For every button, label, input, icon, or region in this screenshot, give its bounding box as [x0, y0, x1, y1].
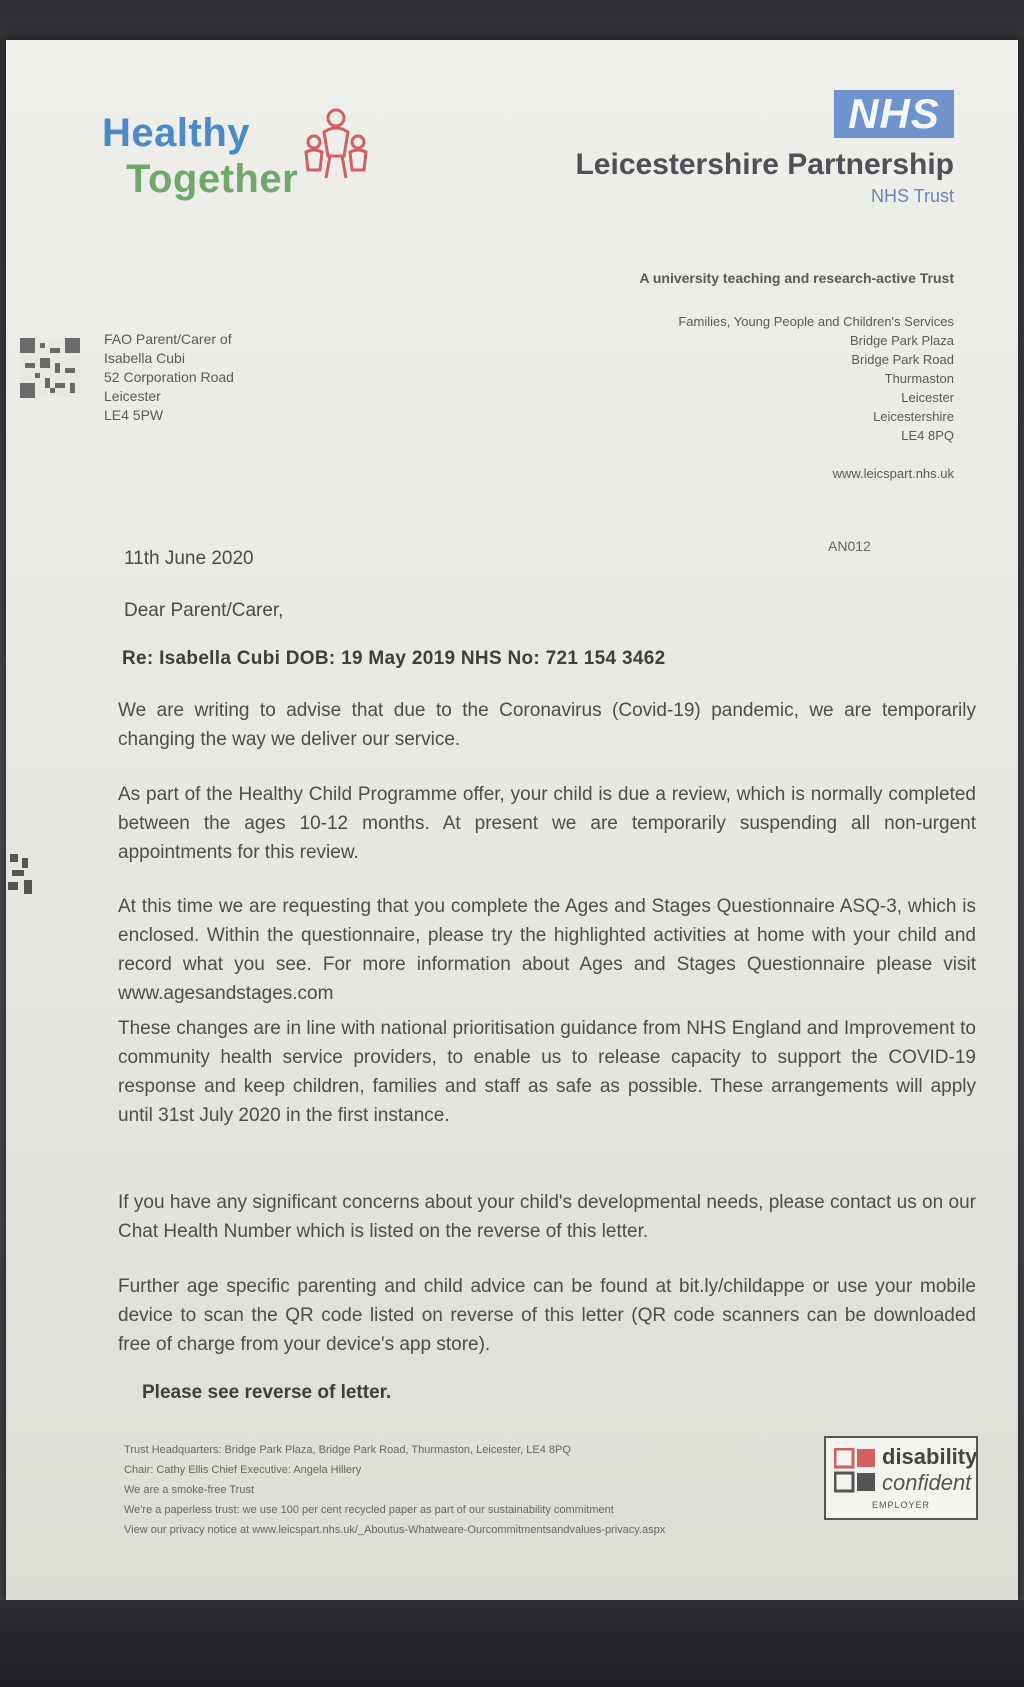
side-mark-icon	[6, 850, 40, 902]
re-line: Re: Isabella Cubi DOB: 19 May 2019 NHS No: 721 154 3462	[122, 648, 666, 669]
recipient-address-line: 52 Corporation Road	[104, 369, 234, 385]
sender-address-line: Bridge Park Road	[851, 352, 954, 367]
letter-page	[6, 40, 1018, 1600]
sender-address-line: Leicester	[901, 390, 954, 405]
sender-address-line: Bridge Park Plaza	[849, 333, 954, 348]
disability-confident-icon	[834, 1448, 876, 1494]
sender-address-line: LE4 8PQ	[901, 428, 954, 443]
sender-address	[678, 312, 954, 445]
recipient-address-line: Leicester	[104, 388, 161, 404]
footer-line: View our privacy notice at www.leicspart.nhs.uk/_Aboutus-Whatweare-Ourcommitmentsandvalues-privacy.aspx	[124, 1524, 666, 1536]
footer-line: We're a paperless trust: we use 100 per cent recycled paper as part of our sustainability commitment	[124, 1504, 614, 1516]
website-link[interactable]: www.leicspart.nhs.uk	[832, 466, 954, 481]
badge-word-disability: disability	[882, 1444, 978, 1469]
footer-line: Trust Headquarters: Bridge Park Plaza, Bridge Park Road, Thurmaston, Leicester, LE4 8PQ	[124, 1444, 571, 1456]
family-figures-icon	[296, 106, 376, 186]
letter-footer	[124, 1440, 824, 1540]
paragraph-review: As part of the Healthy Child Programme offer, your child is due a review, which is normally completed between the ages 10-12 months. At present we are temporarily suspending all non-urgent appointments for this review.	[118, 784, 976, 863]
badge-word-employer: EMPLOYER	[871, 1500, 930, 1510]
bottom-shadow	[0, 1600, 1024, 1687]
logo-text-together: Together	[126, 157, 299, 201]
sender-address-line: Families, Young People and Children's Services	[678, 314, 954, 329]
healthy-together-logo	[102, 110, 298, 202]
recipient-address-line: Isabella Cubi	[104, 350, 185, 366]
paragraph-guidance: These changes are in line with national prioritisation guidance from NHS England and Improvement to community health service providers, to enable us to release capacity to support the COVID-19 response and keep children, families and staff as safe as possible. These arrangements will apply until 31st July 2020 in the first instance.	[118, 1018, 976, 1126]
footer-line: We are a smoke-free Trust	[124, 1484, 255, 1496]
recipient-address-line: LE4 5PW	[104, 407, 164, 423]
recipient-address-line: FAO Parent/Carer of	[104, 331, 232, 347]
disability-confident-badge	[824, 1436, 978, 1520]
side-reference-strip	[26, 450, 36, 620]
paragraph-intro: We are writing to advise that due to the Coronavirus (Covid-19) pandemic, we are temporarily changing the way we deliver our service.	[118, 700, 976, 750]
salutation: Dear Parent/Carer,	[124, 600, 284, 621]
trust-tagline: A university teaching and research-active Trust	[639, 270, 954, 286]
see-reverse-note: Please see reverse of letter.	[142, 1382, 392, 1403]
footer-line: Chair: Cathy Ellis Chief Executive: Angela Hillery	[124, 1464, 362, 1476]
trust-name: Leicestershire Partnership	[575, 148, 954, 181]
sender-address-line: Leicestershire	[873, 409, 954, 424]
letter-date: 11th June 2020	[124, 548, 254, 569]
paragraph-further-advice: Further age specific parenting and child advice can be found at bit.ly/childappe or use your mobile device to scan the QR code listed on reverse of this letter (QR code scanners can be downloaded free of charge from your device's app store).	[118, 1276, 976, 1355]
badge-word-confident: confident	[882, 1470, 972, 1495]
logo-text-healthy: Healthy	[102, 111, 250, 155]
recipient-address	[104, 330, 234, 425]
qr-code-icon	[20, 338, 80, 398]
paragraph-questionnaire: At this time we are requesting that you complete the Ages and Stages Questionnaire ASQ-3, which is enclosed. Within the questionnaire, please try the highlighted activities at home with your child and record what you see. For more information about Ages and Stages Questionnaire please visit www.agesandstages.com	[118, 896, 976, 1004]
paragraph-concerns: If you have any significant concerns about your child's developmental needs, please contact us on our Chat Health Number which is listed on the reverse of this letter.	[118, 1192, 976, 1242]
reference-code: AN012	[828, 538, 871, 554]
nhs-logo: NHS	[834, 90, 954, 138]
trust-subtitle: NHS Trust	[870, 186, 954, 206]
sender-address-line: Thurmaston	[884, 371, 954, 386]
